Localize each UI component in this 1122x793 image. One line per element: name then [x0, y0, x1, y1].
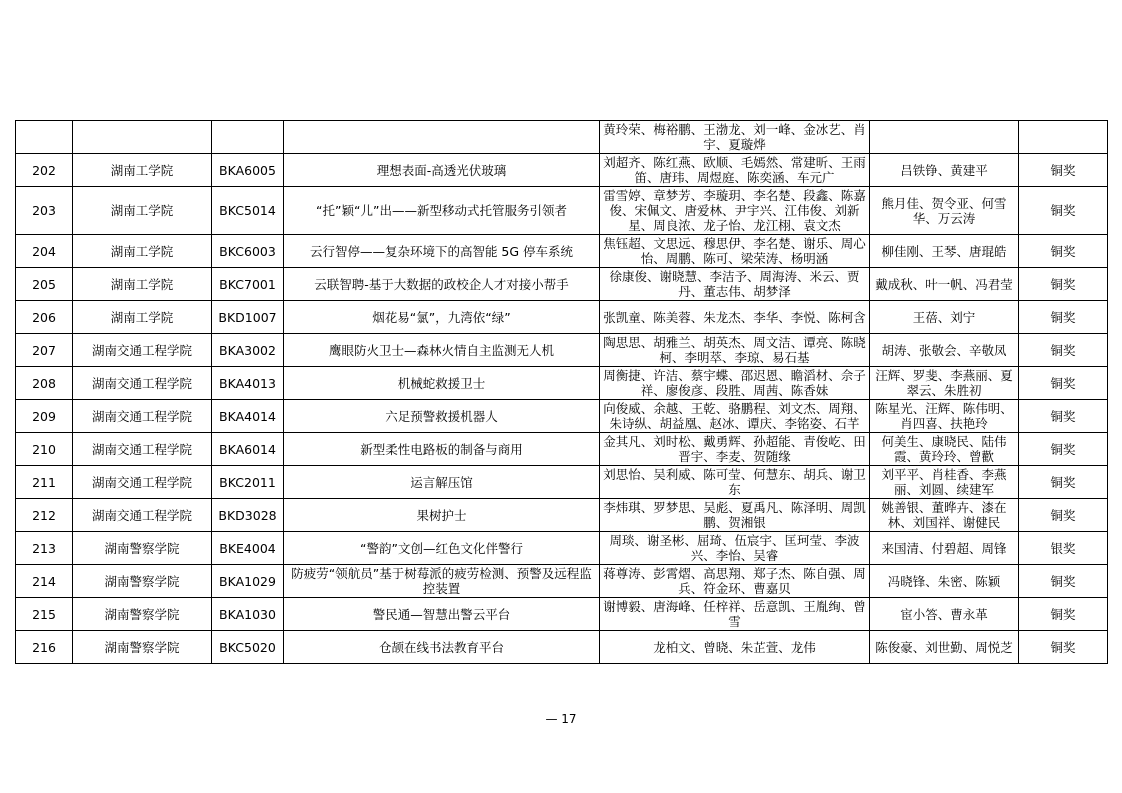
cell-advisors: 戴成秋、叶一帆、冯君莹 — [870, 268, 1019, 301]
cell-no: 206 — [16, 301, 73, 334]
cell-school: 湖南警察学院 — [73, 598, 212, 631]
cell-school: 湖南交通工程学院 — [73, 400, 212, 433]
award-table-container — [15, 120, 1107, 664]
cell-award: 铜奖 — [1019, 499, 1108, 532]
cell-code: BKA4014 — [212, 400, 284, 433]
cell-advisors: 来国清、付碧超、周锋 — [870, 532, 1019, 565]
cell-code: BKC5020 — [212, 631, 284, 664]
cell-award: 铜奖 — [1019, 400, 1108, 433]
cell-project: 仓颉在线书法教育平台 — [284, 631, 600, 664]
cell-code: BKA3002 — [212, 334, 284, 367]
cell-school: 湖南交通工程学院 — [73, 334, 212, 367]
cell-no: 209 — [16, 400, 73, 433]
table-row — [16, 301, 1108, 334]
table-row — [16, 154, 1108, 187]
cell-school: 湖南警察学院 — [73, 532, 212, 565]
cell-school — [73, 121, 212, 154]
cell-project: 防疲劳“领航员”基于树莓派的疲劳检测、预警及远程监控装置 — [284, 565, 600, 598]
cell-code: BKC7001 — [212, 268, 284, 301]
cell-members: 周琰、谢圣彬、屈琦、伍宸宇、匡珂莹、李波兴、李怡、吴睿 — [600, 532, 870, 565]
cell-code — [212, 121, 284, 154]
cell-code: BKD1007 — [212, 301, 284, 334]
cell-award: 铜奖 — [1019, 565, 1108, 598]
cell-no: 210 — [16, 433, 73, 466]
cell-advisors — [870, 121, 1019, 154]
cell-school: 湖南工学院 — [73, 187, 212, 235]
cell-no: 211 — [16, 466, 73, 499]
cell-code: BKA1030 — [212, 598, 284, 631]
page-number: — 17 — [545, 712, 577, 726]
cell-no: 215 — [16, 598, 73, 631]
cell-award: 铜奖 — [1019, 301, 1108, 334]
cell-code: BKC2011 — [212, 466, 284, 499]
table-row — [16, 466, 1108, 499]
cell-award: 铜奖 — [1019, 433, 1108, 466]
cell-project: 运言解压馆 — [284, 466, 600, 499]
cell-school: 湖南交通工程学院 — [73, 433, 212, 466]
cell-advisors: 陈俊豪、刘世勤、周悦芝 — [870, 631, 1019, 664]
cell-project — [284, 121, 600, 154]
cell-members: 谢博毅、唐海峰、任梓祥、岳意凯、王胤绚、曾雪 — [600, 598, 870, 631]
cell-no: 208 — [16, 367, 73, 400]
cell-project: 理想表面-高透光伏玻璃 — [284, 154, 600, 187]
cell-members: 焦钰超、文思远、穆思伊、李名楚、谢乐、周心怡、周鹏、陈可、梁荣涛、杨明涵 — [600, 235, 870, 268]
cell-award: 铜奖 — [1019, 334, 1108, 367]
table-row — [16, 334, 1108, 367]
cell-code: BKA4013 — [212, 367, 284, 400]
cell-members: 陶思思、胡雅兰、胡英杰、周文洁、谭亮、陈晓柯、李明萃、李琼、易石基 — [600, 334, 870, 367]
cell-advisors: 何美生、康晓民、陆伟霞、黄玲玲、曾歡 — [870, 433, 1019, 466]
cell-school: 湖南工学院 — [73, 235, 212, 268]
cell-award: 铜奖 — [1019, 268, 1108, 301]
cell-members: 向俊威、余越、王乾、骆鹏程、刘文杰、周翔、朱诗纵、胡益凰、赵冰、谭庆、李铭姿、石芊 — [600, 400, 870, 433]
table-row — [16, 598, 1108, 631]
cell-project: 机械蛇救援卫士 — [284, 367, 600, 400]
cell-code: BKA6014 — [212, 433, 284, 466]
cell-award: 铜奖 — [1019, 187, 1108, 235]
cell-members: 雷雪婷、章梦芳、李璇玥、李名楚、段鑫、陈嘉俊、宋佩文、唐爱林、尹宇兴、江伟俊、刘新星、周良浓、龙子怡、龙江栩、袁文杰 — [600, 187, 870, 235]
cell-no: 205 — [16, 268, 73, 301]
cell-advisors: 冯晓锋、朱密、陈颖 — [870, 565, 1019, 598]
cell-advisors: 汪辉、罗斐、李燕丽、夏翠云、朱胜初 — [870, 367, 1019, 400]
cell-advisors: 柳佳刚、王琴、唐琨皓 — [870, 235, 1019, 268]
cell-advisors: 宦小答、曹永革 — [870, 598, 1019, 631]
table-row — [16, 433, 1108, 466]
cell-school: 湖南警察学院 — [73, 631, 212, 664]
cell-award: 铜奖 — [1019, 235, 1108, 268]
cell-award: 铜奖 — [1019, 154, 1108, 187]
cell-school: 湖南工学院 — [73, 268, 212, 301]
cell-award: 铜奖 — [1019, 598, 1108, 631]
cell-school: 湖南交通工程学院 — [73, 466, 212, 499]
cell-members: 龙柏文、曾晓、朱芷萱、龙伟 — [600, 631, 870, 664]
cell-project: “托”颖“儿”出——新型移动式托管服务引领者 — [284, 187, 600, 235]
cell-advisors: 胡涛、张敬会、辛敬凤 — [870, 334, 1019, 367]
cell-school: 湖南工学院 — [73, 154, 212, 187]
cell-members: 蒋尊涛、彭霄熠、高思翔、郑子杰、陈自强、周兵、符金环、曹嘉贝 — [600, 565, 870, 598]
cell-project: 果树护士 — [284, 499, 600, 532]
cell-no: 203 — [16, 187, 73, 235]
cell-school: 湖南交通工程学院 — [73, 367, 212, 400]
cell-code: BKC6003 — [212, 235, 284, 268]
cell-project: 警民通—智慧出警云平台 — [284, 598, 600, 631]
cell-members: 李炜琪、罗梦思、吴彪、夏禹凡、陈泽明、周凯鹏、贺湘银 — [600, 499, 870, 532]
cell-project: 烟花易“氯”，九湾依“绿” — [284, 301, 600, 334]
table-row — [16, 367, 1108, 400]
cell-award: 铜奖 — [1019, 466, 1108, 499]
cell-award — [1019, 121, 1108, 154]
cell-members: 刘思怡、吴利威、陈可莹、何慧东、胡兵、谢卫东 — [600, 466, 870, 499]
cell-project: 新型柔性电路板的制备与商用 — [284, 433, 600, 466]
cell-no: 216 — [16, 631, 73, 664]
cell-code: BKC5014 — [212, 187, 284, 235]
cell-project: 六足预警救援机器人 — [284, 400, 600, 433]
table-row — [16, 268, 1108, 301]
cell-members: 周衡捷、许洁、蔡宇蝶、邵迟恩、瞻滔材、佘子祥、廖俊彦、段胜、周茜、陈香妹 — [600, 367, 870, 400]
cell-members: 刘超齐、陈红燕、欧顺、毛嫣然、常建昕、王雨笛、唐玮、周煜庭、陈奕涵、车元广 — [600, 154, 870, 187]
cell-project: 云联智聘-基于大数据的政校企人才对接小帮手 — [284, 268, 600, 301]
cell-no: 212 — [16, 499, 73, 532]
cell-project: “警韵”文创—红色文化伴警行 — [284, 532, 600, 565]
award-table — [15, 120, 1108, 664]
cell-school: 湖南交通工程学院 — [73, 499, 212, 532]
cell-advisors: 陈星光、汪辉、陈伟明、肖四喜、扶艳玲 — [870, 400, 1019, 433]
cell-members: 黄玲荣、梅裕鹏、王渤龙、刘一峰、金冰艺、肖宇、夏璇烨 — [600, 121, 870, 154]
cell-no: 214 — [16, 565, 73, 598]
table-row — [16, 187, 1108, 235]
cell-no: 213 — [16, 532, 73, 565]
table-row — [16, 631, 1108, 664]
table-row-continuation — [16, 121, 1108, 154]
table-row — [16, 499, 1108, 532]
cell-advisors: 姚善银、董晔卉、漆在林、刘国祥、谢健民 — [870, 499, 1019, 532]
table-row — [16, 532, 1108, 565]
cell-no: 202 — [16, 154, 73, 187]
cell-code: BKE4004 — [212, 532, 284, 565]
cell-advisors: 刘平平、肖桂香、李燕丽、刘圆、续建军 — [870, 466, 1019, 499]
cell-code: BKD3028 — [212, 499, 284, 532]
table-row — [16, 565, 1108, 598]
cell-members: 金其凡、刘时松、戴勇辉、孙超能、青俊屹、田晋宇、李麦、贺随缘 — [600, 433, 870, 466]
cell-school: 湖南工学院 — [73, 301, 212, 334]
cell-no: 204 — [16, 235, 73, 268]
cell-code: BKA1029 — [212, 565, 284, 598]
cell-advisors: 王蓓、刘宁 — [870, 301, 1019, 334]
cell-project: 鹰眼防火卫士—森林火情自主监测无人机 — [284, 334, 600, 367]
cell-advisors: 吕铁铮、黄建平 — [870, 154, 1019, 187]
table-row — [16, 235, 1108, 268]
cell-members: 徐康俊、谢晓慧、李洁予、周海涛、米云、贾丹、董志伟、胡梦泽 — [600, 268, 870, 301]
cell-award: 铜奖 — [1019, 367, 1108, 400]
cell-award: 铜奖 — [1019, 631, 1108, 664]
cell-members: 张凯童、陈美蓉、朱龙杰、李华、李悦、陈柯含 — [600, 301, 870, 334]
table-row — [16, 400, 1108, 433]
cell-project: 云行智停——复杂环境下的高智能 5G 停车系统 — [284, 235, 600, 268]
cell-school: 湖南警察学院 — [73, 565, 212, 598]
cell-advisors: 熊月佳、贺令亚、何雪华、万云涛 — [870, 187, 1019, 235]
cell-award: 银奖 — [1019, 532, 1108, 565]
cell-no: 207 — [16, 334, 73, 367]
cell-code: BKA6005 — [212, 154, 284, 187]
cell-no — [16, 121, 73, 154]
